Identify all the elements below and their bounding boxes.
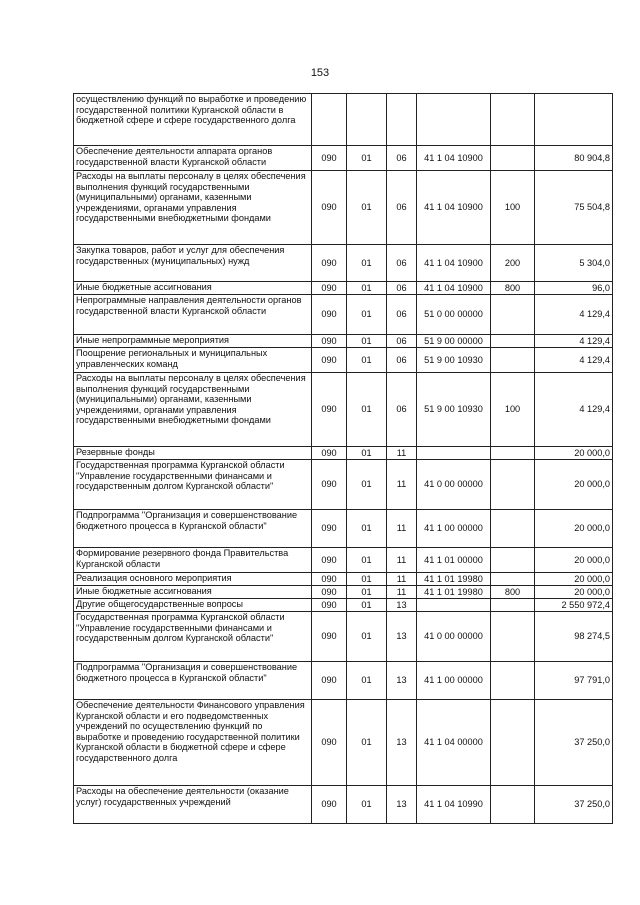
ministry-code-cell: 090 <box>312 786 347 824</box>
table-row <box>74 510 613 548</box>
expense-name-cell: Реализация основного мероприятия <box>74 573 312 586</box>
target-article-cell: 41 1 00 00000 <box>417 662 491 700</box>
target-article-cell: 41 1 04 10900 <box>417 146 491 171</box>
section-code-cell: 01 <box>347 295 387 335</box>
table-row <box>74 700 613 786</box>
expense-name-cell: Обеспечение деятельности аппарата органов государственной власти Курганской области <box>74 146 312 171</box>
section-code-cell: 01 <box>347 146 387 171</box>
amount-cell: 2 550 972,4 <box>535 599 613 612</box>
subsection-code-cell: 13 <box>387 612 417 662</box>
table-row <box>74 282 613 295</box>
page-number: 153 <box>310 67 330 79</box>
target-article-cell: 51 9 00 10930 <box>417 373 491 447</box>
ministry-code-cell: 090 <box>312 245 347 282</box>
subsection-code-cell: 11 <box>387 510 417 548</box>
section-code-cell: 01 <box>347 700 387 786</box>
target-article-cell: 51 0 00 00000 <box>417 295 491 335</box>
target-article-cell: 51 9 00 10930 <box>417 348 491 373</box>
target-article-cell: 51 9 00 00000 <box>417 335 491 348</box>
amount-cell: 4 129,4 <box>535 348 613 373</box>
expense-type-cell: 100 <box>491 373 535 447</box>
subsection-code-cell: 11 <box>387 573 417 586</box>
section-code-cell: 01 <box>347 510 387 548</box>
target-article-cell: 41 0 00 00000 <box>417 460 491 510</box>
amount-cell: 96,0 <box>535 282 613 295</box>
table-row <box>74 599 613 612</box>
section-code-cell: 01 <box>347 373 387 447</box>
amount-cell: 97 791,0 <box>535 662 613 700</box>
subsection-code-cell: 13 <box>387 700 417 786</box>
subsection-code-cell: 13 <box>387 599 417 612</box>
table-row <box>74 295 613 335</box>
ministry-code-cell: 090 <box>312 295 347 335</box>
target-article-cell: 41 1 04 00000 <box>417 700 491 786</box>
table-row <box>74 373 613 447</box>
target-article-cell <box>417 94 491 146</box>
subsection-code-cell: 06 <box>387 295 417 335</box>
ministry-code-cell: 090 <box>312 599 347 612</box>
ministry-code-cell: 090 <box>312 460 347 510</box>
target-article-cell: 41 0 00 00000 <box>417 612 491 662</box>
subsection-code-cell: 11 <box>387 548 417 573</box>
table-row <box>74 146 613 171</box>
subsection-code-cell: 06 <box>387 282 417 295</box>
expense-name-cell: Поощрение региональных и муниципальных управленческих команд <box>74 348 312 373</box>
section-code-cell <box>347 94 387 146</box>
amount-cell: 37 250,0 <box>535 700 613 786</box>
section-code-cell: 01 <box>347 447 387 460</box>
subsection-code-cell: 06 <box>387 335 417 348</box>
amount-cell: 4 129,4 <box>535 295 613 335</box>
ministry-code-cell: 090 <box>312 548 347 573</box>
table-row <box>74 786 613 824</box>
section-code-cell: 01 <box>347 612 387 662</box>
ministry-code-cell: 090 <box>312 373 347 447</box>
section-code-cell: 01 <box>347 599 387 612</box>
expense-type-cell <box>491 94 535 146</box>
section-code-cell: 01 <box>347 662 387 700</box>
expense-name-cell: Государственная программа Курганской области "Управление государственными финансами и государственным долгом Курганской области" <box>74 460 312 510</box>
target-article-cell: 41 1 00 00000 <box>417 510 491 548</box>
table-row <box>74 348 613 373</box>
target-article-cell: 41 1 01 19980 <box>417 586 491 599</box>
expense-type-cell <box>491 460 535 510</box>
expense-name-cell: Подпрограмма "Организация и совершенствование бюджетного процесса в Курганской области" <box>74 510 312 548</box>
expense-name-cell: Иные бюджетные ассигнования <box>74 586 312 599</box>
ministry-code-cell: 090 <box>312 586 347 599</box>
amount-cell: 5 304,0 <box>535 245 613 282</box>
expense-name-cell: Непрограммные направления деятельности органов государственной власти Курганской области <box>74 295 312 335</box>
expense-name-cell: Другие общегосударственные вопросы <box>74 599 312 612</box>
expense-type-cell <box>491 612 535 662</box>
section-code-cell: 01 <box>347 786 387 824</box>
amount-cell: 20 000,0 <box>535 573 613 586</box>
table-row <box>74 573 613 586</box>
subsection-code-cell: 13 <box>387 786 417 824</box>
expense-type-cell <box>491 447 535 460</box>
section-code-cell: 01 <box>347 348 387 373</box>
expense-type-cell: 200 <box>491 245 535 282</box>
ministry-code-cell: 090 <box>312 612 347 662</box>
expense-type-cell <box>491 146 535 171</box>
section-code-cell: 01 <box>347 171 387 245</box>
subsection-code-cell: 06 <box>387 245 417 282</box>
ministry-code-cell: 090 <box>312 510 347 548</box>
ministry-code-cell <box>312 94 347 146</box>
target-article-cell: 41 1 01 19980 <box>417 573 491 586</box>
expense-type-cell: 100 <box>491 171 535 245</box>
amount-cell: 20 000,0 <box>535 548 613 573</box>
expense-name-cell: Формирование резервного фонда Правительства Курганской области <box>74 548 312 573</box>
ministry-code-cell: 090 <box>312 447 347 460</box>
ministry-code-cell: 090 <box>312 282 347 295</box>
expense-type-cell <box>491 786 535 824</box>
section-code-cell: 01 <box>347 573 387 586</box>
table-row <box>74 548 613 573</box>
target-article-cell: 41 1 04 10900 <box>417 171 491 245</box>
expense-type-cell: 800 <box>491 282 535 295</box>
expense-name-cell: Иные бюджетные ассигнования <box>74 282 312 295</box>
target-article-cell: 41 1 04 10900 <box>417 245 491 282</box>
expense-name-cell: Иные непрограммные мероприятия <box>74 335 312 348</box>
section-code-cell: 01 <box>347 335 387 348</box>
target-article-cell: 41 1 04 10900 <box>417 282 491 295</box>
amount-cell: 4 129,4 <box>535 373 613 447</box>
expense-type-cell <box>491 295 535 335</box>
amount-cell: 20 000,0 <box>535 447 613 460</box>
section-code-cell: 01 <box>347 245 387 282</box>
table-row <box>74 245 613 282</box>
budget-table <box>73 93 613 824</box>
table-row <box>74 612 613 662</box>
expense-type-cell <box>491 348 535 373</box>
expense-name-cell: Расходы на выплаты персоналу в целях обеспечения выполнения функций государственными (муниципальными) органами, казенными учреждениями, органами управления государственными внебюджетными фондами <box>74 171 312 245</box>
subsection-code-cell: 06 <box>387 373 417 447</box>
expense-type-cell <box>491 548 535 573</box>
expense-name-cell: Закупка товаров, работ и услуг для обеспечения государственных (муниципальных) нужд <box>74 245 312 282</box>
subsection-code-cell: 11 <box>387 460 417 510</box>
expense-type-cell <box>491 700 535 786</box>
amount-cell <box>535 94 613 146</box>
amount-cell: 20 000,0 <box>535 460 613 510</box>
amount-cell: 75 504,8 <box>535 171 613 245</box>
subsection-code-cell: 06 <box>387 146 417 171</box>
expense-name-cell: Расходы на выплаты персоналу в целях обеспечения выполнения функций государственными (муниципальными) органами, казенными учреждениями, органами управления государственными внебюджетными фондами <box>74 373 312 447</box>
table-row <box>74 586 613 599</box>
table-row <box>74 94 613 146</box>
expense-type-cell <box>491 573 535 586</box>
amount-cell: 20 000,0 <box>535 586 613 599</box>
subsection-code-cell: 13 <box>387 662 417 700</box>
table-row <box>74 460 613 510</box>
expense-name-cell: Расходы на обеспечение деятельности (оказание услуг) государственных учреждений <box>74 786 312 824</box>
ministry-code-cell: 090 <box>312 573 347 586</box>
ministry-code-cell: 090 <box>312 335 347 348</box>
section-code-cell: 01 <box>347 586 387 599</box>
subsection-code-cell <box>387 94 417 146</box>
expense-name-cell: Государственная программа Курганской области "Управление государственными финансами и государственным долгом Курганской области" <box>74 612 312 662</box>
expense-type-cell <box>491 510 535 548</box>
subsection-code-cell: 06 <box>387 348 417 373</box>
ministry-code-cell: 090 <box>312 348 347 373</box>
target-article-cell: 41 1 01 00000 <box>417 548 491 573</box>
subsection-code-cell: 11 <box>387 447 417 460</box>
subsection-code-cell: 06 <box>387 171 417 245</box>
amount-cell: 37 250,0 <box>535 786 613 824</box>
ministry-code-cell: 090 <box>312 662 347 700</box>
section-code-cell: 01 <box>347 548 387 573</box>
ministry-code-cell: 090 <box>312 146 347 171</box>
table-row <box>74 171 613 245</box>
amount-cell: 80 904,8 <box>535 146 613 171</box>
table-row <box>74 662 613 700</box>
amount-cell: 98 274,5 <box>535 612 613 662</box>
budget-table-body <box>74 94 613 824</box>
ministry-code-cell: 090 <box>312 171 347 245</box>
table-row <box>74 447 613 460</box>
section-code-cell: 01 <box>347 460 387 510</box>
expense-name-cell: Подпрограмма "Организация и совершенствование бюджетного процесса в Курганской области" <box>74 662 312 700</box>
subsection-code-cell: 11 <box>387 586 417 599</box>
section-code-cell: 01 <box>347 282 387 295</box>
target-article-cell: 41 1 04 10990 <box>417 786 491 824</box>
expense-type-cell: 800 <box>491 586 535 599</box>
expense-type-cell <box>491 599 535 612</box>
expense-name-cell: Резервные фонды <box>74 447 312 460</box>
target-article-cell <box>417 447 491 460</box>
amount-cell: 20 000,0 <box>535 510 613 548</box>
table-row <box>74 335 613 348</box>
expense-name-cell: осуществлению функций по выработке и проведению государственной политики Курганской области в бюджетной сфере и сфере государственного долга <box>74 94 312 146</box>
target-article-cell <box>417 599 491 612</box>
expense-type-cell <box>491 335 535 348</box>
expense-type-cell <box>491 662 535 700</box>
ministry-code-cell: 090 <box>312 700 347 786</box>
amount-cell: 4 129,4 <box>535 335 613 348</box>
expense-name-cell: Обеспечение деятельности Финансового управления Курганской области и его подведомственных учреждений по осуществлению функций по выработке и проведению государственной политики Курганской области в бюджетной сфере и сфере государственного долга <box>74 700 312 786</box>
